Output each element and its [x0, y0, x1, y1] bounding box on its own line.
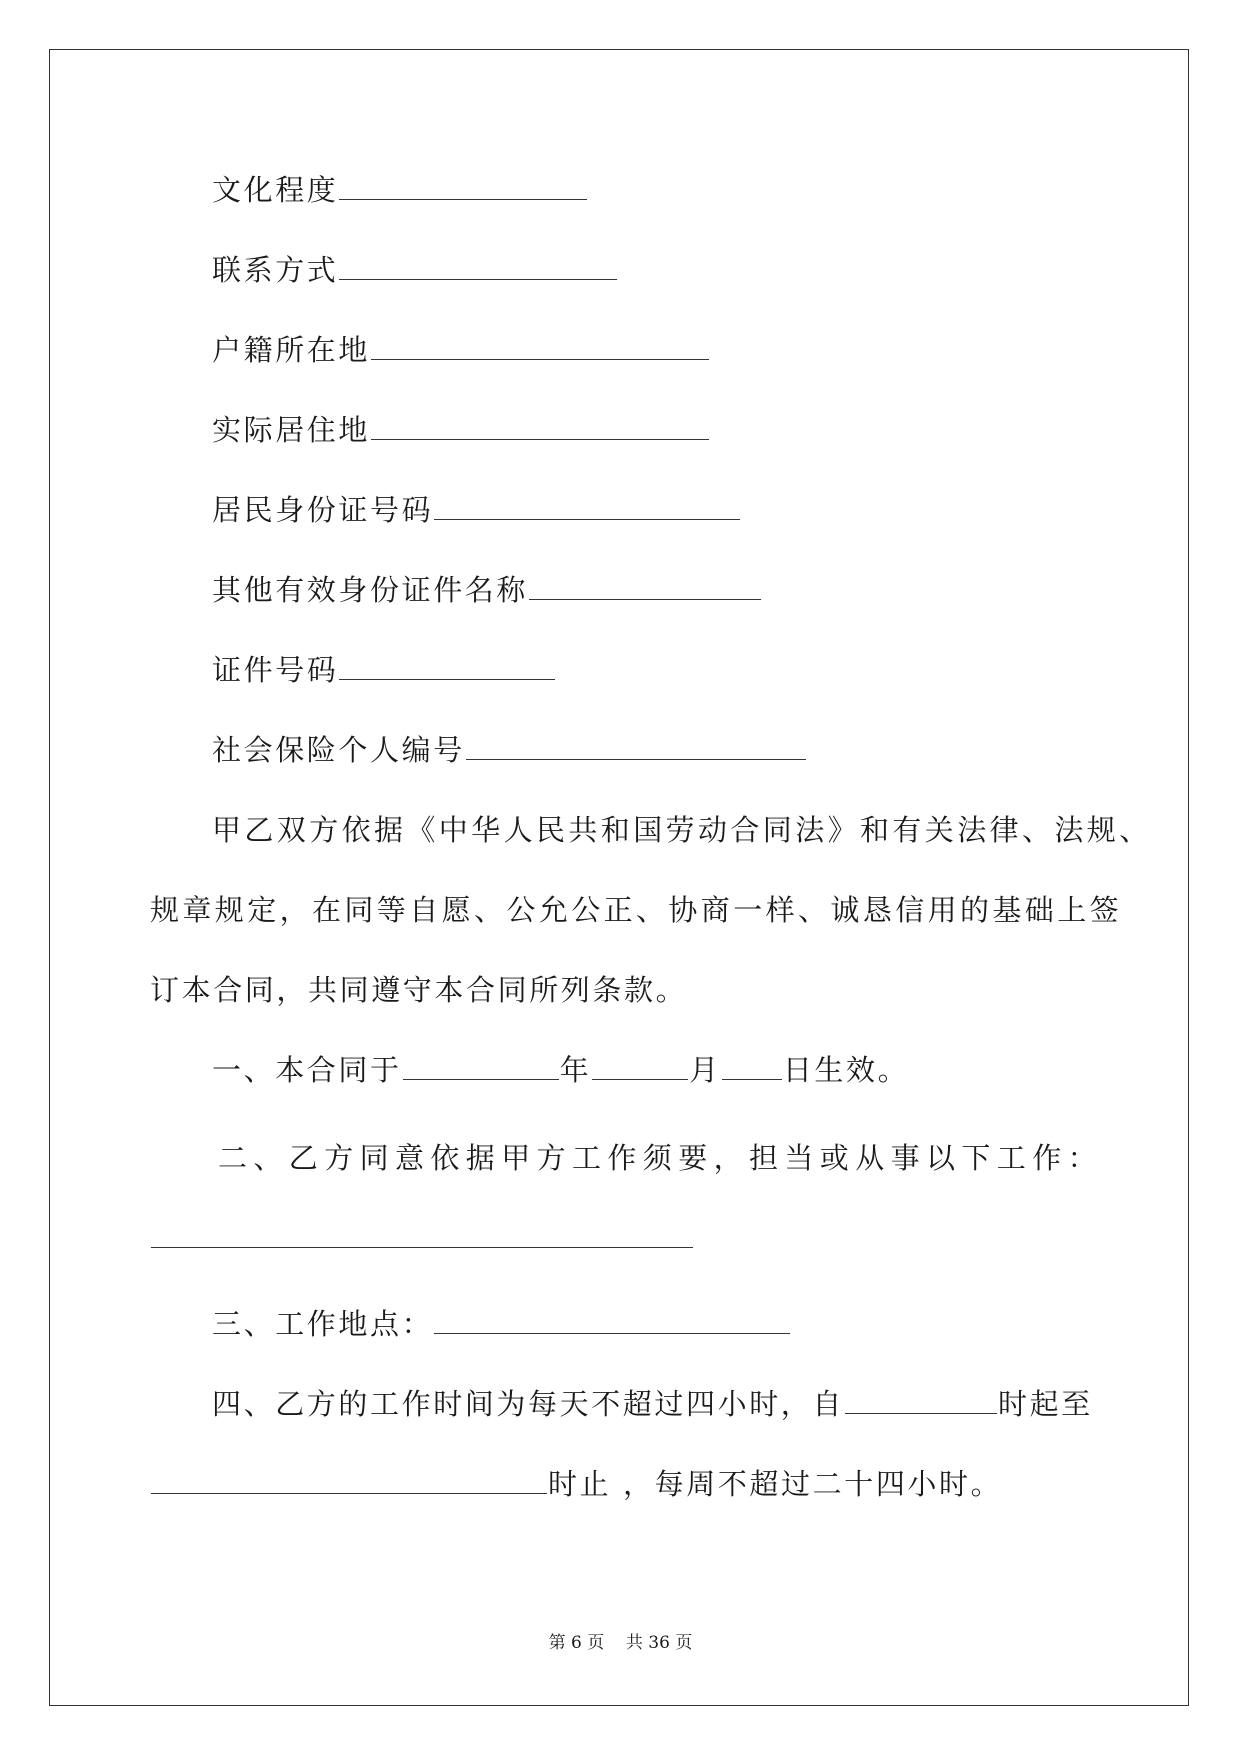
field-residence	[212, 412, 710, 448]
clause-4-text: 四、乙方的工作时间为每天不超过四小时，自	[212, 1387, 845, 1421]
clause-2-answer	[150, 1220, 694, 1256]
fill-in-blank[interactable]	[339, 173, 587, 200]
clause-4-line-2-text: 时止 ，每周不超过二十四小时。	[548, 1467, 1003, 1501]
field-label: 户籍所在地	[212, 333, 371, 367]
field-document-number	[212, 652, 556, 688]
field-id-number	[212, 492, 741, 528]
fill-in-blank[interactable]	[466, 733, 806, 760]
fill-in-blank[interactable]	[339, 253, 617, 280]
field-education	[212, 172, 588, 208]
field-label: 其他有效身份证件名称	[212, 573, 529, 607]
field-other-id-name	[212, 572, 762, 608]
page-border	[49, 49, 1189, 1706]
year-label: 年	[559, 1053, 592, 1087]
work-content-blank[interactable]	[151, 1221, 693, 1248]
year-blank[interactable]	[403, 1053, 559, 1080]
field-label: 实际居住地	[212, 413, 371, 447]
preamble-line-2: 规章规定，在同等自愿、公允公正、协商一样、诚恳信用的基础上签	[150, 893, 1123, 927]
fill-in-blank[interactable]	[434, 493, 740, 520]
field-label: 文化程度	[212, 173, 339, 207]
clause-4-line-2	[150, 1466, 1002, 1502]
total-pages: 共 36 页	[625, 1633, 693, 1653]
field-label: 社会保险个人编号	[212, 733, 465, 767]
clause-2: 二、乙方同意依据甲方工作须要，担当或从事以下工作：	[218, 1141, 1104, 1175]
day-blank[interactable]	[722, 1053, 782, 1080]
field-household-registration	[212, 332, 710, 368]
clause-4-line-1	[212, 1386, 1093, 1422]
clause-4-suffix: 时起至	[998, 1387, 1093, 1421]
fill-in-blank[interactable]	[529, 573, 761, 600]
clause-3-label: 三、工作地点：	[212, 1307, 434, 1341]
work-location-blank[interactable]	[434, 1307, 790, 1334]
field-label: 联系方式	[212, 253, 339, 287]
fill-in-blank[interactable]	[371, 333, 709, 360]
end-time-blank[interactable]	[151, 1467, 547, 1494]
field-label: 证件号码	[212, 653, 339, 687]
page-footer	[0, 1628, 1241, 1653]
month-label: 月	[689, 1053, 721, 1087]
month-blank[interactable]	[592, 1053, 688, 1080]
preamble-line-1: 甲乙双方依据《中华人民共和国劳动合同法》和有关法律、法规、	[212, 813, 1152, 847]
start-time-blank[interactable]	[845, 1387, 997, 1414]
fill-in-blank[interactable]	[339, 653, 555, 680]
page-number: 第 6 页	[548, 1633, 605, 1653]
preamble-line-3: 订本合同，共同遵守本合同所列条款。	[150, 973, 688, 1007]
field-social-insurance	[212, 732, 807, 768]
day-label: 日生效。	[782, 1053, 910, 1087]
field-contact	[212, 252, 618, 288]
clause-1	[212, 1052, 909, 1088]
clause-3	[212, 1306, 791, 1342]
fill-in-blank[interactable]	[371, 413, 709, 440]
field-label: 居民身份证号码	[212, 493, 434, 527]
clause-1-prefix: 一、本合同于	[212, 1053, 402, 1087]
